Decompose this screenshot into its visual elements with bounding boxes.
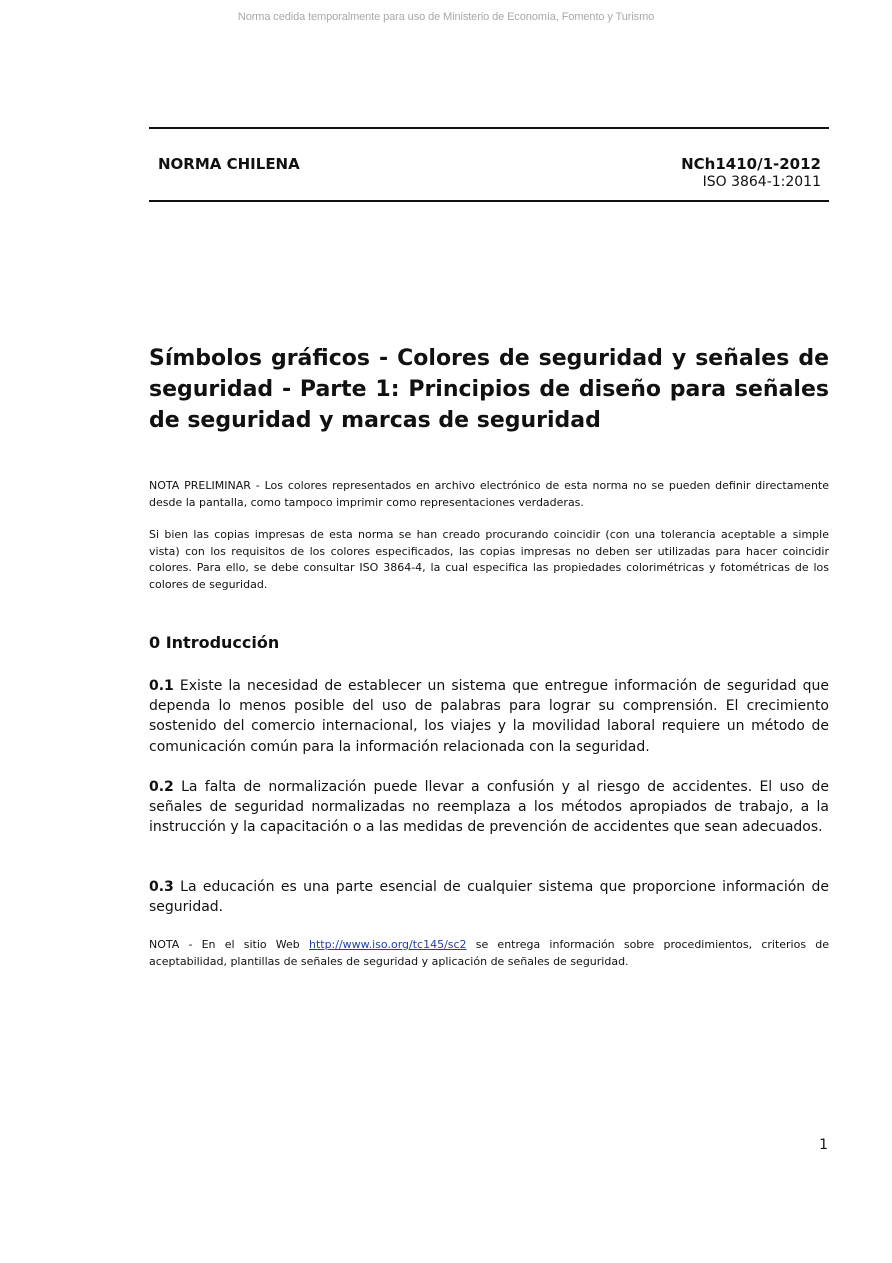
paragraph-text: La educación es una parte esencial de cualquier sistema que proporcione información de seguridad.: [149, 879, 829, 916]
nota-web-suffix: se entrega información sobre procedimientos, criterios de aceptabilidad, plantillas de señales de seguridad y aplicación de señales de seguridad.: [149, 938, 830, 968]
header-bottom-rule: [149, 200, 829, 202]
paragraph-0-2: [149, 777, 829, 838]
paragraph-0-3: [149, 877, 829, 917]
nota-web-prefix: NOTA - En el sitio Web: [149, 938, 309, 951]
watermark-text: Norma cedida temporalmente para uso de Ministerio de Economía, Fomento y Turismo: [237, 11, 655, 23]
standard-code: NCh1410/1-2012: [681, 155, 821, 173]
nota-copias-impresas: Si bien las copias impresas de esta norma se han creado procurando coincidir (con una tolerancia aceptable a simple vista) con los requisitos de los colores especificados, las copias impresas no deben ser utilizadas para hacer coincidir colores. Para ello, se debe consultar ISO 3864-4, la cual especifica las propiedades colorimétricas y fotométricas de los colores de seguridad.: [149, 528, 829, 591]
header-codes: [681, 155, 821, 190]
document-title: Símbolos gráficos - Colores de seguridad y señales de seguridad - Parte 1: Principios de diseño para señales de seguridad y marcas de seguridad: [149, 346, 829, 433]
section-title-introduccion: 0 Introducción: [149, 633, 280, 652]
paragraph-text: La falta de normalización puede llevar a confusión y al riesgo de accidentes. El uso de señales de seguridad normalizadas no reemplaza a los métodos apropiados de trabajo, a la instrucción y la capacitación o a las medidas de prevención de accidentes que sean adecuados.: [149, 779, 829, 836]
paragraph-text: Existe la necesidad de establecer un sistema que entregue información de seguridad que dependa lo menos posible del uso de palabras para lograr su comprensión. El crecimiento sostenido del comercio internacional, los viajes y la movilidad laboral requiere un método de comunicación común para la información relacionada con la seguridad.: [149, 678, 829, 755]
paragraph-0-1: [149, 676, 829, 757]
nota-preliminar: NOTA PRELIMINAR - Los colores representados en archivo electrónico de esta norma no se pueden definir directamente desde la pantalla, como tampoco imprimir como representaciones verdaderas.: [149, 479, 829, 509]
paragraph-number: 0.1: [149, 678, 174, 694]
nota-sitio-web: [149, 937, 829, 970]
header-standard-label: NORMA CHILENA: [158, 155, 300, 173]
paragraph-number: 0.3: [149, 879, 174, 895]
iso-website-link[interactable]: http://www.iso.org/tc145/sc2: [308, 938, 467, 951]
paragraph-number: 0.2: [149, 779, 174, 795]
header-top-rule: [149, 127, 829, 129]
page-number: 1: [819, 1137, 828, 1153]
iso-code: ISO 3864-1:2011: [702, 174, 821, 190]
